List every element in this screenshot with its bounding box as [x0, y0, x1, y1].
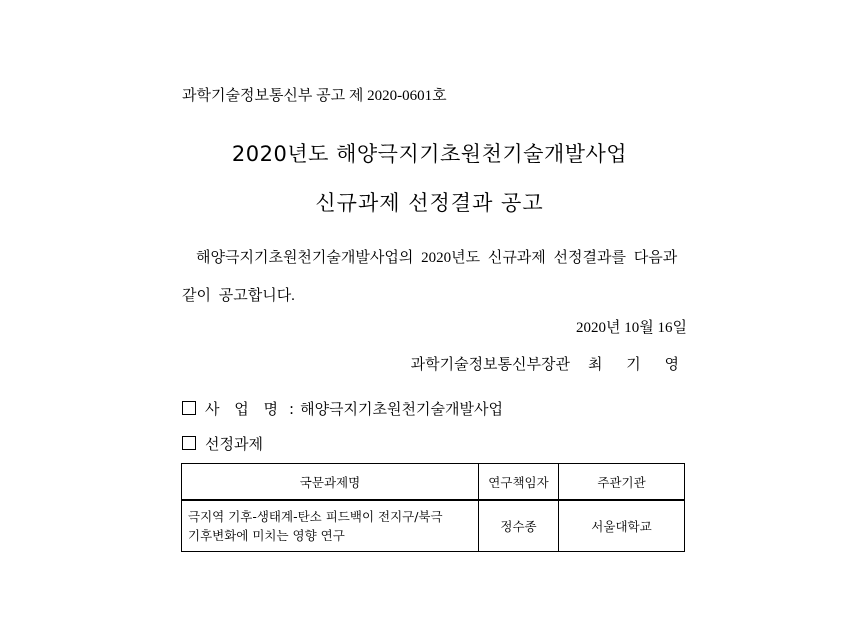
section-selected-tasks [182, 433, 263, 454]
signer-block [411, 353, 687, 374]
table-header-row [182, 464, 685, 501]
task-researcher-cell: 정수종 [479, 500, 559, 552]
project-label: 사 업 명 [205, 400, 284, 418]
table-row [182, 500, 685, 552]
column-header-institution: 주관기관 [559, 464, 685, 501]
notice-body-line1: 해양극지기초원천기술개발사업의 2020년도 신규과제 선정결과를 다음과 [196, 250, 678, 266]
checkbox-square-icon [182, 401, 196, 415]
checkbox-square-icon [182, 436, 196, 450]
notice-date: 2020년 10월 16일 [576, 320, 687, 336]
signer-title: 과학기술정보통신부장관 [410, 357, 571, 373]
notice-body-line2: 같이 공고합니다. [182, 288, 295, 304]
selected-label: 선정과제 [205, 435, 263, 453]
notice-title-line2: 신규과제 선정결과 공고 [315, 191, 544, 215]
project-value: 해양극지기초원천기술개발사업 [300, 400, 503, 418]
column-header-researcher: 연구책임자 [479, 464, 559, 501]
task-institution-cell: 서울대학교 [559, 500, 685, 552]
notice-title-line1: 2020년도 해양극지기초원천기술개발사업 [231, 142, 628, 166]
selected-tasks-table [181, 463, 685, 552]
task-title-cell: 극지역 기후-생태계-탄소 피드백이 전지구/북극 기후변화에 미치는 영향 연구 [182, 500, 479, 552]
notice-number: 과학기술정보통신부 공고 제 2020-0601호 [182, 88, 447, 104]
column-header-title: 국문과제명 [182, 464, 479, 501]
signer-name: 최 기 영 [588, 357, 687, 373]
section-project-name [182, 398, 503, 419]
project-separator: : [289, 400, 295, 418]
